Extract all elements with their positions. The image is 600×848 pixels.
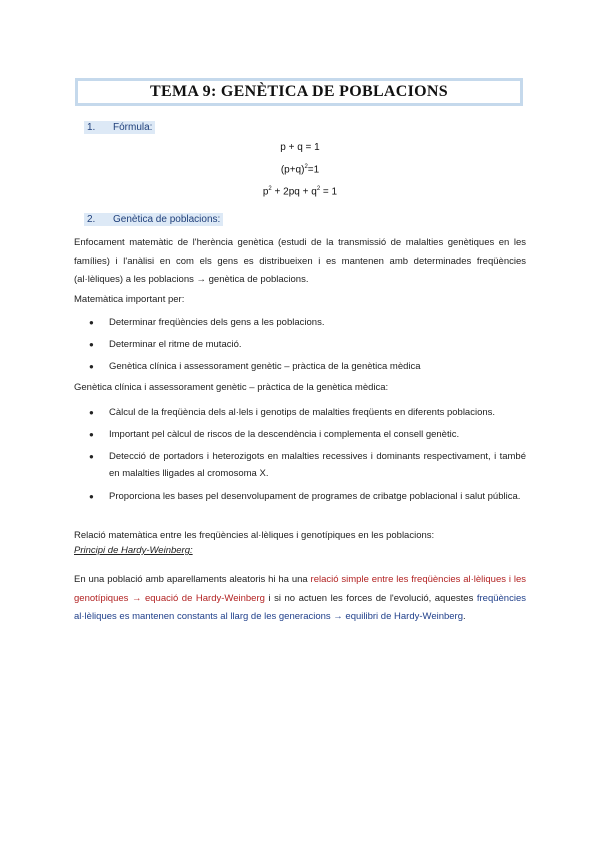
title-box bbox=[75, 78, 523, 106]
bullet-icon: ● bbox=[89, 492, 94, 501]
important-heading: Matemàtica important per: bbox=[74, 294, 185, 305]
bullet-icon: ● bbox=[89, 340, 94, 349]
final-paragraph: En una població amb aparellaments aleatoris hi ha una relació simple entre les freqüències al·lèliques i les genotípiques → equació de Hardy-Weinberg i si no actuen les forces de l'evolució, aquestes freqüències al·lèliques es mantenen constants al llarg de les generacions → equilibri de Hardy-Weinberg. bbox=[74, 574, 526, 622]
bullet-icon: ● bbox=[89, 452, 94, 461]
hardy-weinberg-heading: Principi de Hardy-Weinberg: bbox=[74, 545, 193, 556]
bullet-icon: ● bbox=[89, 362, 94, 371]
list-item: ● Determinar el ritme de mutació. bbox=[89, 336, 526, 353]
list-item: ● Detecció de portadors i heterozigots en malalties recessives i dominants respectivament, i també en malalties lligades al cromosoma X. bbox=[89, 448, 526, 482]
bullet-icon: ● bbox=[89, 430, 94, 439]
section-heading-formula bbox=[84, 121, 155, 134]
formula-1: p + q = 1 bbox=[280, 142, 320, 153]
hardy-weinberg-equilibrium-text: freqüències al·lèliques es mantenen constants al llarg de les generacions → equilibri de Hardy-Weinberg bbox=[74, 592, 526, 622]
list-item: ● Determinar freqüències dels gens a les poblacions. bbox=[89, 314, 526, 331]
intro-paragraph: Enfocament matemàtic de l'herència genètica (estudi de la transmissió de malalties genètiques en les famílies) i l'anàlisi en com els gens es distribueixen i es mantenen amb determinades freqüències (al·lèliques) a les poblacions → genètica de poblacions. bbox=[74, 237, 526, 285]
bullet-icon: ● bbox=[89, 318, 94, 327]
list-item: ● Important pel càlcul de riscos de la descendència i complementa el consell genètic. bbox=[89, 426, 526, 443]
section-label: Fórmula: bbox=[113, 122, 153, 133]
section-number: 2. bbox=[87, 214, 96, 225]
list-item: ● Genètica clínica i assessorament genètic – pràctica de la genètica mèdica bbox=[89, 358, 526, 375]
hardy-weinberg-equation-text: relació simple entre les freqüències al·lèliques i les genotípiques → equació de Hardy-Weinberg bbox=[74, 574, 526, 604]
list-item: ● Proporciona les bases pel desenvolupament de programes de cribatge poblacional i salut pública. bbox=[89, 488, 526, 505]
section-number: 1. bbox=[87, 122, 96, 133]
bullet-icon: ● bbox=[89, 408, 94, 417]
clinical-heading: Genètica clínica i assessorament genètic – pràctica de la genètica mèdica: bbox=[74, 382, 389, 393]
page-title: TEMA 9: GENÈTICA DE POBLACIONS bbox=[150, 83, 448, 100]
list-item: ● Càlcul de la freqüència dels al·lels i genotips de malalties freqüents en diferents poblacions. bbox=[89, 404, 526, 421]
relation-text: Relació matemàtica entre les freqüències al·lèliques i genotípiques en les poblacions: bbox=[74, 530, 435, 541]
section-heading-population-genetics bbox=[84, 213, 223, 226]
formula-2: $(p+q)^2=1$ bbox=[280, 164, 320, 176]
formula-3: $p^2 + 2pq + q^2 = 1$ bbox=[262, 186, 338, 198]
section-label: Genètica de poblacions: bbox=[113, 214, 221, 225]
